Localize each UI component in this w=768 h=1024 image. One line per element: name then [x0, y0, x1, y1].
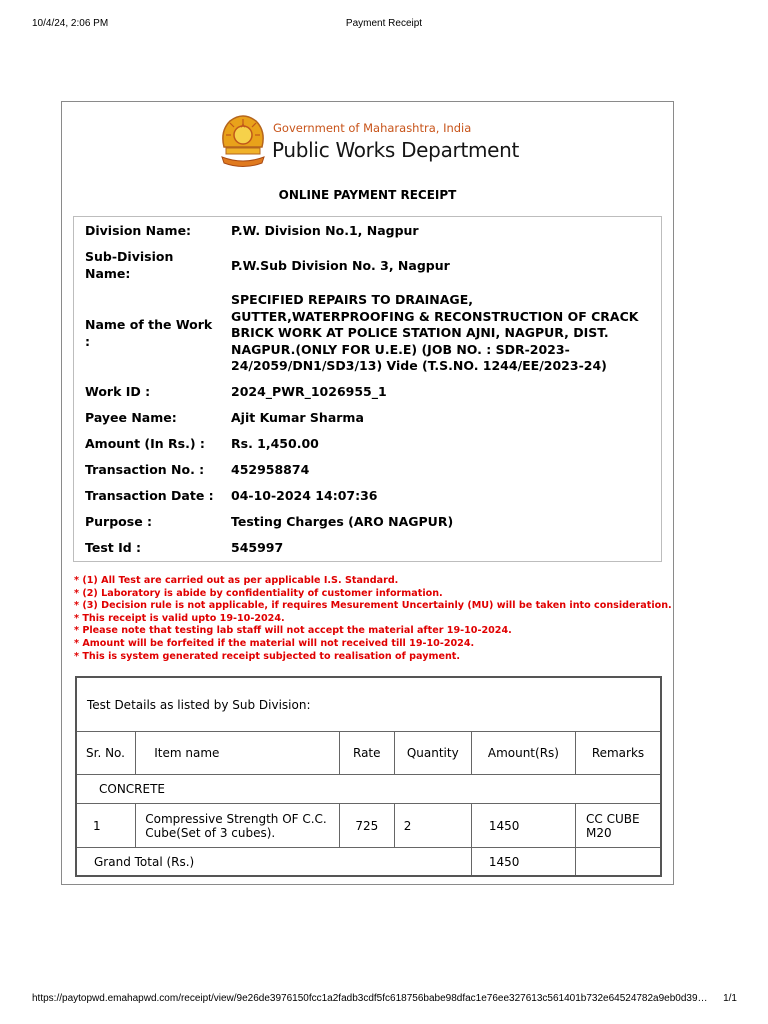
print-datetime: 10/4/24, 2:06 PM — [32, 18, 109, 29]
government-label: Government of Maharashtra, India — [273, 121, 472, 135]
category-row — [76, 775, 661, 804]
work-id-label: Work ID : — [85, 384, 151, 399]
transaction-date-label: Transaction Date : — [85, 488, 214, 503]
column-header-amount: Amount(Rs) — [471, 732, 575, 775]
column-header-item: Item name — [136, 732, 340, 775]
print-url: https://paytopwd.emahapwd.com/receipt/view/9e26de3976150fcc1a2fadb3cdf5fc618756babe98dfac1e76ee327613c561401b732e64524782a9eb0d39… — [32, 993, 708, 1004]
page-number: 1/1 — [723, 993, 737, 1004]
subdivision-label: Sub-Division Name: — [85, 249, 174, 281]
receipt-notes — [74, 575, 674, 663]
table-header-row — [76, 732, 661, 775]
grand-total-label: Grand Total (Rs.) — [76, 848, 471, 877]
grand-total-row — [76, 848, 661, 877]
test-id-label: Test Id : — [85, 540, 142, 555]
cell-remarks — [576, 804, 662, 848]
note-item: * (2) Laboratory is abide by confidentiality of customer information. — [74, 587, 443, 599]
division-value: P.W. Division No.1, Nagpur — [231, 223, 419, 238]
note-item: * This receipt is valid upto 19-10-2024. — [74, 612, 285, 624]
department-name: Public Works Department — [272, 138, 520, 162]
table-row — [76, 804, 661, 848]
column-header-rate: Rate — [339, 732, 394, 775]
note-item: * Amount will be forfeited if the material will not received till 19-10-2024. — [74, 637, 475, 649]
note-item: * This is system generated receipt subjected to realisation of payment. — [74, 650, 461, 662]
work-name-value: SPECIFIED REPAIRS TO DRAINAGE, GUTTER,WATERPROOFING & RECONSTRUCTION OF CRACK BRICK WORK AT POLICE STATION AJNI, NAGPUR, DIST. NAGPUR.(ONLY FOR U.E.E) (JOB NO. : SDR-2023-24/2059/DN1/SD3/13) Vide (T.S.NO. 1244/EE/2023-24) — [231, 292, 639, 373]
cell-sr: 1 — [76, 804, 136, 848]
cell-quantity: 2 — [394, 804, 471, 848]
table-heading-row — [76, 677, 661, 732]
purpose-label: Purpose : — [85, 514, 153, 529]
category-label: CONCRETE — [76, 775, 661, 804]
print-footer — [0, 993, 768, 1007]
cell-amount: 1450 — [471, 804, 575, 848]
cell-rate: 725 — [339, 804, 394, 848]
test-id-value: 545997 — [231, 540, 284, 555]
purpose-value: Testing Charges (ARO NAGPUR) — [231, 514, 454, 529]
note-item: * (1) All Test are carried out as per applicable I.S. Standard. — [74, 575, 399, 586]
payee-value: Ajit Kumar Sharma — [231, 410, 364, 425]
note-item: * (3) Decision rule is not applicable, if requires Mesurement Uncertainly (MU) will be taken into consideration. — [74, 600, 672, 612]
amount-label: Amount (In Rs.) : — [85, 436, 205, 451]
receipt-title: ONLINE PAYMENT RECEIPT — [278, 188, 457, 202]
column-header-sr: Sr. No. — [76, 732, 136, 775]
print-header — [0, 18, 768, 32]
transaction-no-value: 452958874 — [231, 462, 310, 477]
column-header-quantity: Quantity — [394, 732, 471, 775]
work-name-label: Name of the Work : — [85, 317, 213, 349]
transaction-date-value: 04-10-2024 14:07:36 — [231, 488, 378, 503]
transaction-no-label: Transaction No. : — [85, 462, 205, 477]
test-details-table — [75, 676, 662, 877]
grand-total-value: 1450 — [471, 848, 575, 877]
cell-item-name: Compressive Strength OF C.C. Cube(Set of 3 cubes). — [136, 804, 340, 848]
print-title: Payment Receipt — [345, 18, 423, 29]
payment-details — [73, 216, 662, 562]
remarks-text: CC CUBE M20 — [586, 811, 640, 840]
grand-total-remarks — [576, 848, 662, 877]
department-logo — [216, 113, 526, 171]
table-heading: Test Details as listed by Sub Division: — [76, 677, 661, 732]
payee-label: Payee Name: — [85, 410, 177, 425]
maharashtra-seal-icon — [216, 113, 270, 171]
column-header-remarks: Remarks — [576, 732, 662, 775]
subdivision-value: P.W.Sub Division No. 3, Nagpur — [231, 258, 450, 273]
amount-value: Rs. 1,450.00 — [231, 436, 319, 451]
division-label: Division Name: — [85, 223, 192, 238]
note-item: * Please note that testing lab staff will not accept the material after 19-10-2024. — [74, 625, 512, 637]
work-id-value: 2024_PWR_1026955_1 — [231, 384, 387, 399]
